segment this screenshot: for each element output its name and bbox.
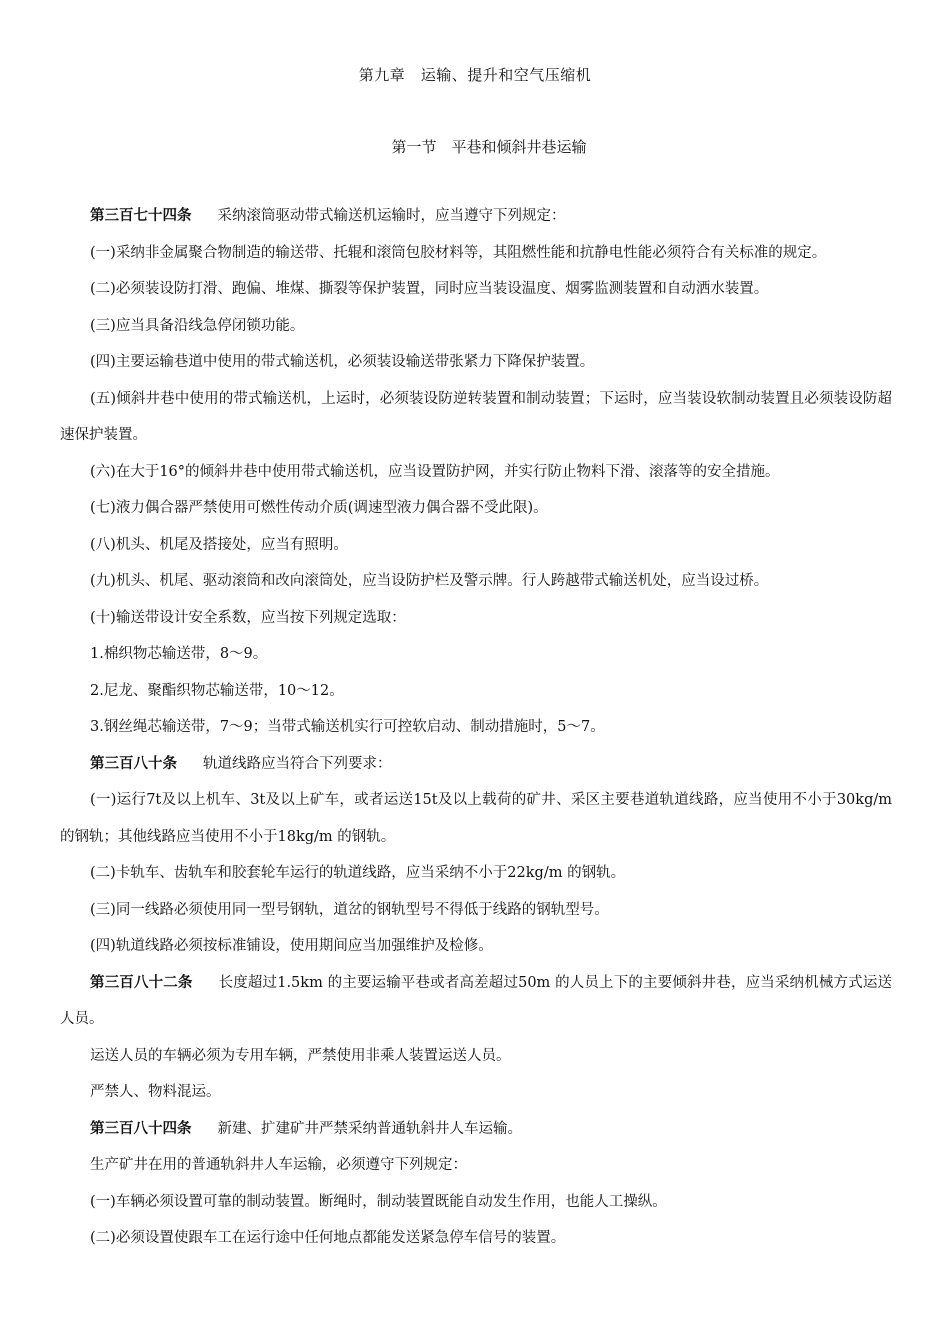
clause: 严禁人、物料混运。	[90, 1084, 221, 1100]
article-374-heading-line	[60, 198, 892, 235]
clause: (七)液力偶合器严禁使用可燃性传动介质(调速型液力偶合器不受此限)。	[90, 500, 548, 516]
clause: (三)应当具备沿线急停闭锁功能。	[90, 317, 305, 334]
article-380-heading-line	[60, 746, 892, 783]
clause: (五)倾斜井巷中使用的带式输送机，上运时，必须装设防逆转装置和制动装置；下运时，应当装设软制动装置且必须装设防超速保护装置。	[60, 390, 892, 443]
clause: (八)机头、机尾及搭接处，应当有照明。	[90, 536, 348, 553]
article-heading: 第三百八十条	[90, 754, 177, 772]
clause: (二)卡轨车、齿轨车和胶套轮车运行的轨道线路，应当采纳不小于22kg/m 的钢轨。	[90, 865, 626, 881]
clause: (一)采纳非金属聚合物制造的输送带、托辊和滚筒包胶材料等，其阻燃性能和抗静电性能必须符合有关标准的规定。	[90, 244, 827, 261]
clause: 3.钢丝绳芯输送带，7～9；当带式输送机实行可控软启动、制动措施时，5～7。	[90, 719, 605, 735]
article-intro: 采纳滚筒驱动带式输送机运输时，应当遵守下列规定：	[217, 208, 566, 224]
chapter-title: 第九章 运输、提升和空气压缩机	[358, 66, 592, 84]
clause: 运送人员的车辆必须为专用车辆，严禁使用非乘人装置运送人员。	[90, 1047, 511, 1064]
article-intro: 新建、扩建矿井严禁采纳普通轨斜井人车运输。	[217, 1120, 522, 1137]
clause: (一)运行7t及以上机车、3t及以上矿车，或者运送15t及以上载荷的矿井、采区主要巷道轨道线路，应当使用不小于30kg/m 的钢轨；其他线路应当使用不小于18kg/m 的钢轨。	[60, 792, 892, 845]
clause: (九)机头、机尾、驱动滚筒和改向滚筒处，应当设防护栏及警示牌。行人跨越带式输送机处，应当设过桥。	[90, 573, 769, 589]
clause: (四)主要运输巷道中使用的带式输送机，必须装设输送带张紧力下降保护装置。	[90, 354, 595, 370]
clause: 生产矿井在用的普通轨斜井人车运输，必须遵守下列规定：	[90, 1157, 467, 1173]
clause: (二)必须装设防打滑、跑偏、堆煤、撕裂等保护装置，同时应当装设温度、烟雾监测装置和自动洒水装置。	[90, 281, 769, 297]
article-heading: 第三百八十二条	[90, 973, 193, 991]
clause: 2.尼龙、聚酯织物芯输送带，10～12。	[90, 682, 344, 699]
article-382-heading-line	[60, 965, 892, 1038]
clause: (四)轨道线路必须按标准铺设，使用期间应当加强维护及检修。	[90, 938, 493, 954]
clause: 1.棉织物芯输送带，8～9。	[90, 646, 268, 662]
clause: (一)车辆必须设置可靠的制动装置。断绳时，制动装置既能自动发生作用，也能人工操纵。	[90, 1193, 667, 1210]
article-intro: 长度超过1.5km 的主要运输平巷或者高差超过50m 的人员上下的主要倾斜井巷，应当采纳机械方式运送人员。	[60, 974, 892, 1027]
document-body	[60, 198, 892, 1257]
article-384-heading-line	[60, 1111, 892, 1148]
article-heading: 第三百七十四条	[90, 207, 192, 224]
clause: (六)在大于16°的倾斜井巷中使用带式输送机，应当设置防护网，并实行防止物料下滑、滚落等的安全措施。	[90, 463, 780, 480]
clause: (三)同一线路必须使用同一型号钢轨，道岔的钢轨型号不得低于线路的钢轨型号。	[90, 901, 609, 918]
clause: (十)输送带设计安全系数，应当按下列规定选取：	[90, 609, 406, 626]
section-title: 第一节 平巷和倾斜井巷运输	[391, 138, 587, 156]
article-intro: 轨道线路应当符合下列要求：	[203, 755, 392, 772]
article-heading: 第三百八十四条	[90, 1119, 192, 1137]
clause: (二)必须设置使跟车工在运行途中任何地点都能发送紧急停车信号的装置。	[90, 1230, 566, 1246]
